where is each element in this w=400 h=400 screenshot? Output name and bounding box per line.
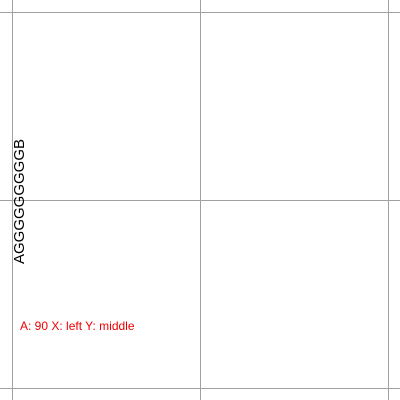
grid-line-horizontal-bottom bbox=[0, 388, 400, 389]
grid-line-horizontal-top bbox=[0, 12, 400, 13]
alignment-caption: A: 90 X: left Y: middle bbox=[20, 319, 135, 333]
grid-line-horizontal-middle bbox=[0, 200, 400, 201]
rotated-label: AGGGGGGGGGB bbox=[11, 138, 28, 264]
